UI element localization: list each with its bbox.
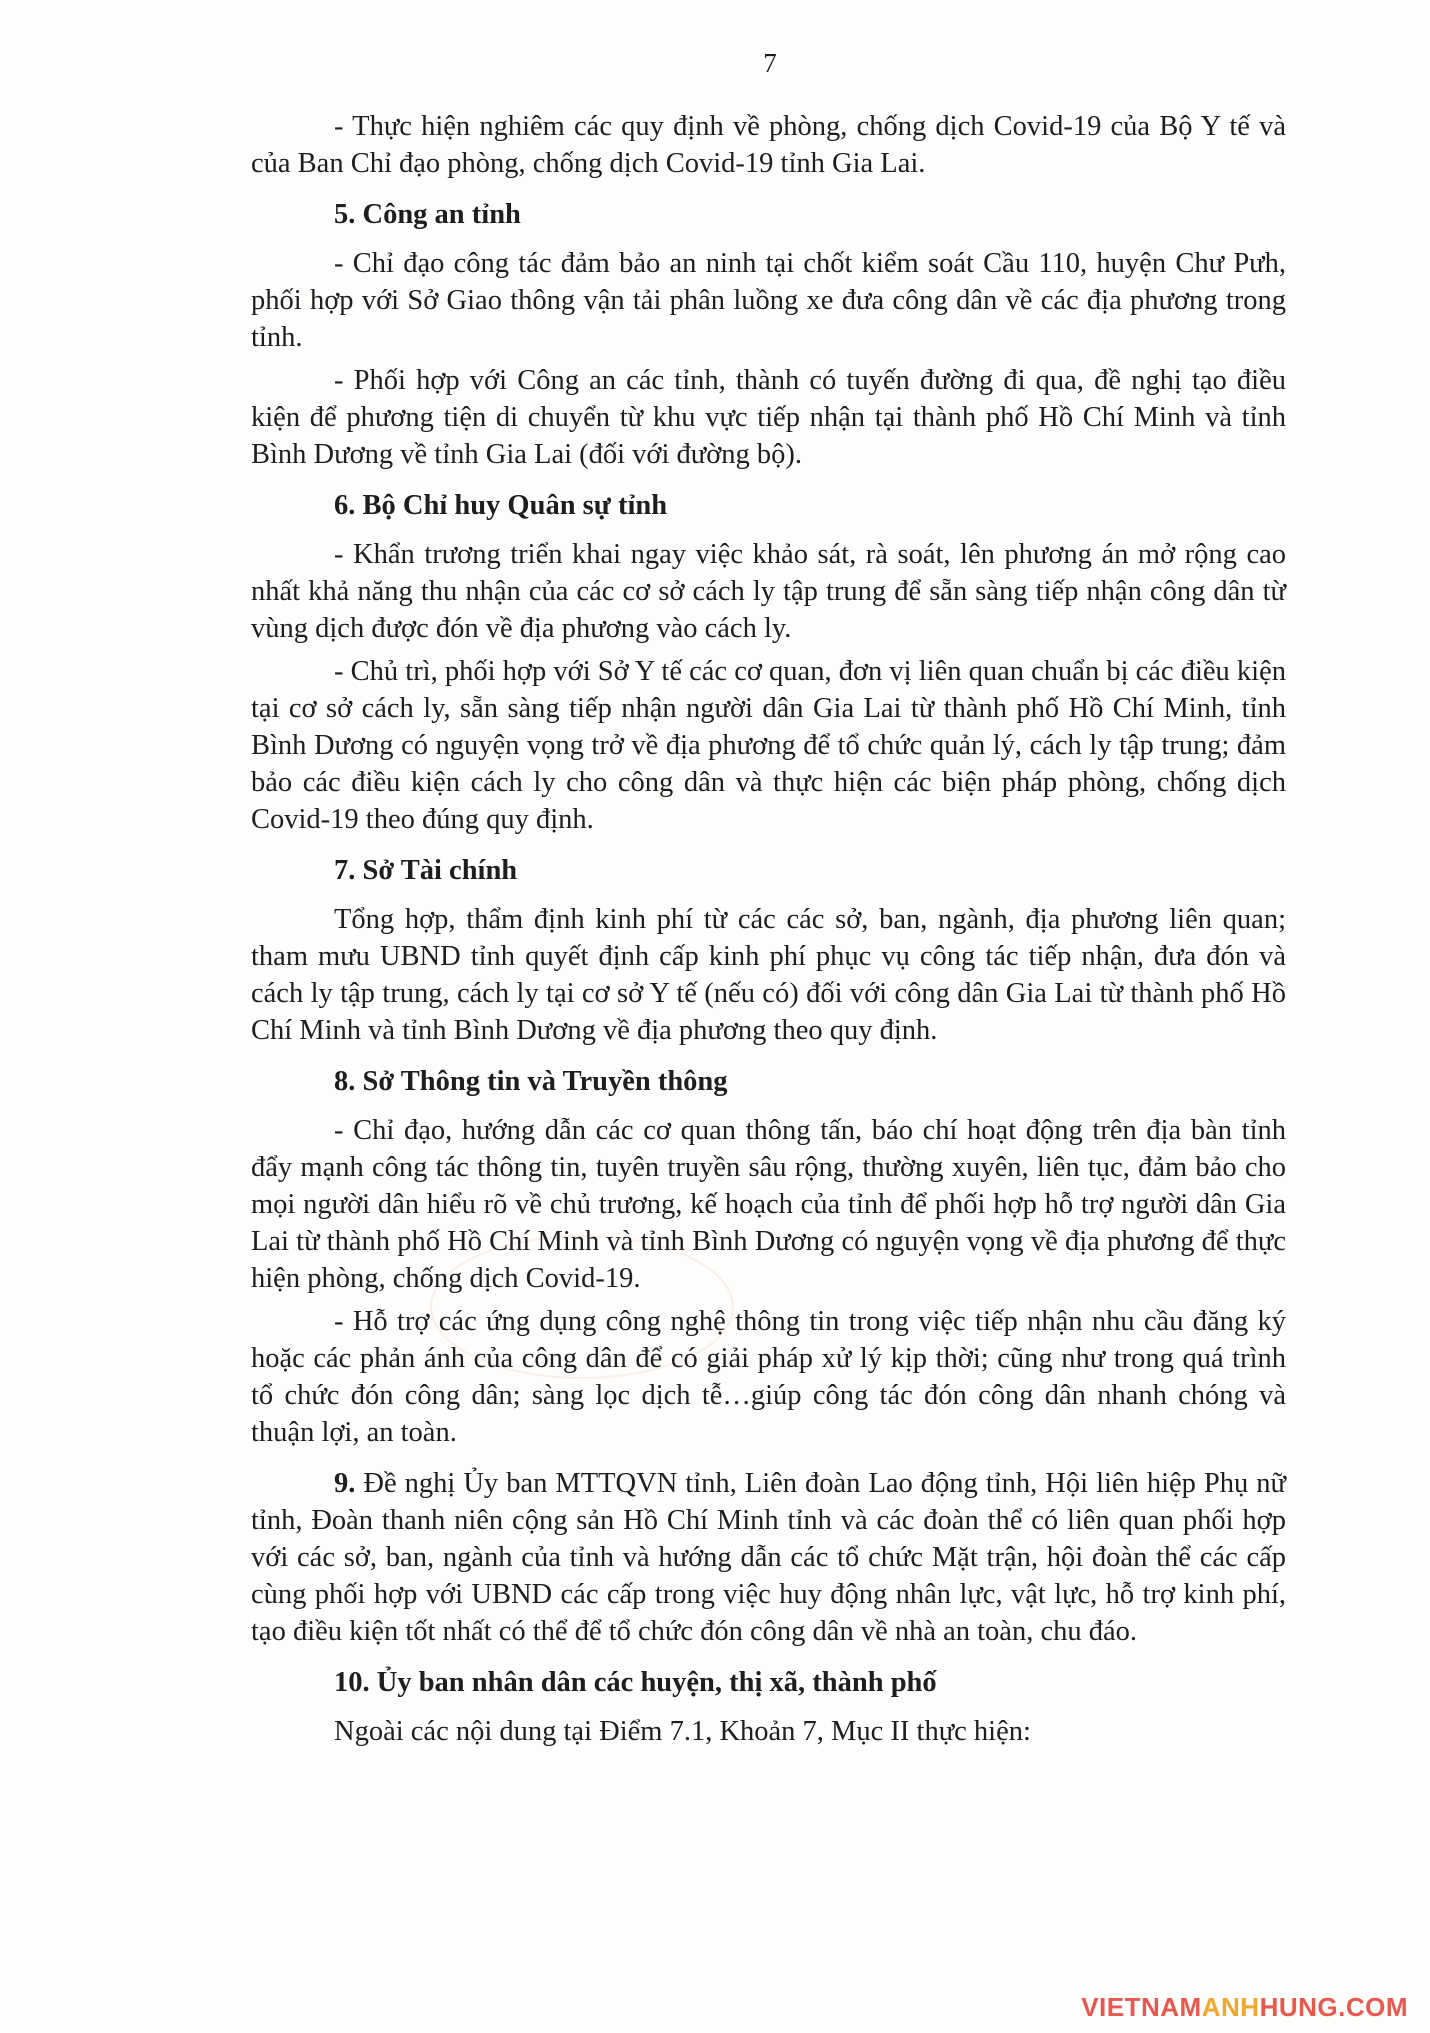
- document-body: [251, 108, 1286, 1764]
- section-heading-district-committees: 10. Ủy ban nhân dân các huyện, thị xã, thành phố: [334, 1667, 937, 1698]
- watermark-part-vietnam: VIETNAM: [1081, 1992, 1202, 2022]
- section-heading-police: 5. Công an tỉnh: [334, 199, 521, 230]
- watermark-part-hung: HUNG.COM: [1259, 1992, 1408, 2022]
- watermark-part-anh: ANH: [1201, 1992, 1260, 2022]
- paragraph-organizations-text: Đề nghị Ủy ban MTTQVN tỉnh, Liên đoàn Lao động tỉnh, Hội liên hiệp Phụ nữ tỉnh, Đoàn thanh niên cộng sản Hồ Chí Minh tỉnh và các đoàn thể có liên quan phối hợp với các sở, ban, ngành của tỉnh và hướng dẫn các tổ chức Mặt trận, hội đoàn thể các cấp cùng phối hợp với UBND các cấp trong việc huy động nhân lực, vật lực, hỗ trợ kinh phí, tạo điều kiện tốt nhất có thể để tổ chức đón công dân về nhà an toàn, chu đáo.: [251, 1468, 1286, 1647]
- paragraph-military-quarantine: - Chủ trì, phối hợp với Sở Y tế các cơ quan, đơn vị liên quan chuẩn bị các điều kiện tại cơ sở cách ly, sẵn sàng tiếp nhận người dân Gia Lai từ thành phố Hồ Chí Minh, tỉnh Bình Dương có nguyện vọng trở về địa phương để tổ chức quản lý, cách ly tập trung; đảm bảo các điều kiện cách ly cho công dân và thực hiện các biện pháp phòng, chống dịch Covid-19 theo đúng quy định.: [251, 656, 1286, 835]
- paragraph-military-survey: - Khẩn trương triển khai ngay việc khảo sát, rà soát, lên phương án mở rộng cao nhất khả năng thu nhận của các cơ sở cách ly tập trung để sẵn sàng tiếp nhận công dân từ vùng dịch được đón về địa phương vào cách ly.: [251, 539, 1286, 644]
- section-heading-military: 6. Bộ Chỉ huy Quân sự tỉnh: [334, 490, 668, 521]
- paragraph-information-technology: - Hỗ trợ các ứng dụng công nghệ thông tin trong việc tiếp nhận nhu cầu đăng ký hoặc các phản ánh của công dân để có giải pháp xử lý kịp thời; cũng như trong quá trình tổ chức đón công dân; sàng lọc dịch tễ…giúp công tác đón công dân nhanh chóng và thuận lợi, an toàn.: [251, 1306, 1286, 1448]
- page-number: 7: [763, 48, 777, 78]
- site-watermark: [1081, 1992, 1408, 2023]
- paragraph-health-rules: - Thực hiện nghiêm các quy định về phòng, chống dịch Covid-19 của Bộ Y tế và của Ban Chỉ đạo phòng, chống dịch Covid-19 tỉnh Gia Lai.: [251, 111, 1286, 179]
- section-heading-information: 8. Sở Thông tin và Truyền thông: [334, 1066, 728, 1097]
- item-number: 9.: [334, 1468, 356, 1499]
- section-heading-finance: 7. Sở Tài chính: [334, 855, 518, 886]
- paragraph-finance: Tổng hợp, thẩm định kinh phí từ các các sở, ban, ngành, địa phương liên quan; tham mưu UBND tỉnh quyết định cấp kinh phí phục vụ công tác tiếp nhận, đưa đón và cách ly tập trung, cách ly tại cơ sở Y tế (nếu có) đối với công dân Gia Lai từ thành phố Hồ Chí Minh và tỉnh Bình Dương về địa phương theo quy định.: [251, 904, 1286, 1046]
- paragraph-information-press: - Chỉ đạo, hướng dẫn các cơ quan thông tấn, báo chí hoạt động trên địa bàn tỉnh đẩy mạnh công tác thông tin, tuyên truyền sâu rộng, thường xuyên, liên tục, đảm bảo cho mọi người dân hiểu rõ về chủ trương, kế hoạch của tỉnh để phối hợp hỗ trợ người dân Gia Lai từ thành phố Hồ Chí Minh và tỉnh Bình Dương có nguyện vọng về địa phương để thực hiện phòng, chống dịch Covid-19.: [251, 1115, 1286, 1294]
- paragraph-organizations: [251, 1465, 1286, 1650]
- paragraph-police-checkpoint: - Chỉ đạo công tác đảm bảo an ninh tại chốt kiểm soát Cầu 110, huyện Chư Pưh, phối hợp với Sở Giao thông vận tải phân luồng xe đưa công dân về các địa phương trong tỉnh.: [251, 248, 1286, 353]
- paragraph-police-coordination: - Phối hợp với Công an các tỉnh, thành có tuyến đường đi qua, đề nghị tạo điều kiện để phương tiện di chuyển từ khu vực tiếp nhận tại thành phố Hồ Chí Minh và tỉnh Bình Dương về tỉnh Gia Lai (đối với đường bộ).: [251, 365, 1286, 470]
- paragraph-district-committees: Ngoài các nội dung tại Điểm 7.1, Khoản 7, Mục II thực hiện:: [334, 1716, 1031, 1747]
